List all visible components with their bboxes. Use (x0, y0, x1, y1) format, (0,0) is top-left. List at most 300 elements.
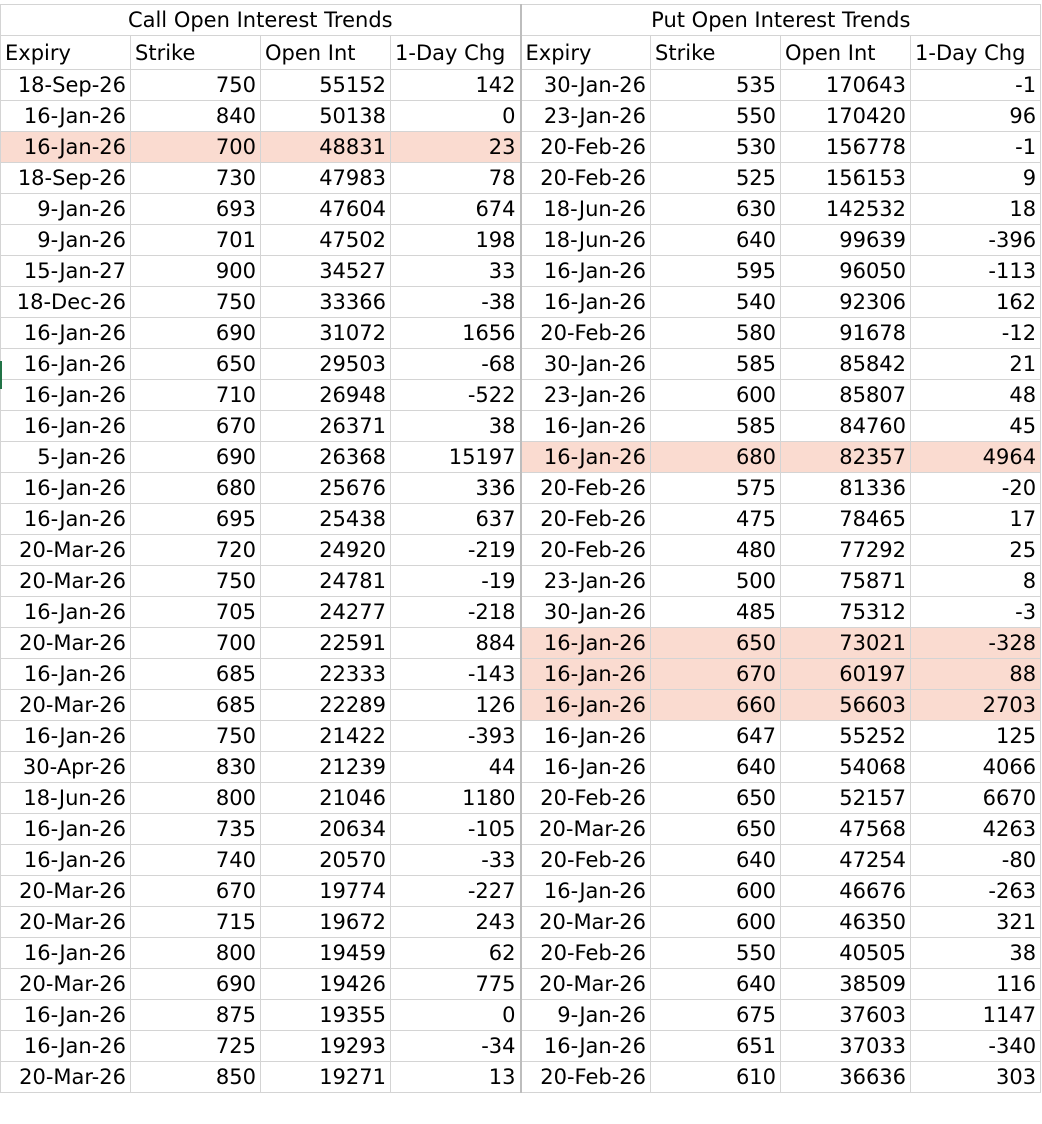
call-cell-1-day-chg[interactable]: 637 (391, 504, 521, 535)
call-cell-expiry[interactable]: 16-Jan-26 (1, 473, 131, 504)
call-cell-strike[interactable]: 701 (131, 225, 261, 256)
call-cell-strike[interactable]: 670 (131, 876, 261, 907)
call-cell-open-int[interactable]: 26948 (261, 380, 391, 411)
put-cell-strike[interactable]: 580 (651, 318, 781, 349)
table-row (1, 721, 1041, 752)
call-cell-expiry[interactable]: 16-Jan-26 (1, 659, 131, 690)
table-row (1, 380, 1041, 411)
put-cell-1-day-chg[interactable]: 88 (911, 659, 1041, 690)
put-cell-open-int[interactable]: 156778 (781, 132, 911, 163)
call-cell-expiry[interactable]: 16-Jan-26 (1, 1000, 131, 1031)
put-cell-open-int[interactable]: 170420 (781, 101, 911, 132)
call-cell-strike[interactable]: 830 (131, 752, 261, 783)
call-cell-strike[interactable]: 720 (131, 535, 261, 566)
call-cell-1-day-chg[interactable]: 15197 (391, 442, 521, 473)
put-cell-open-int[interactable]: 91678 (781, 318, 911, 349)
put-cell-open-int[interactable]: 75312 (781, 597, 911, 628)
put-cell-1-day-chg[interactable]: -1 (911, 70, 1041, 101)
call-cell-open-int[interactable]: 24781 (261, 566, 391, 597)
put-cell-strike[interactable]: 600 (651, 907, 781, 938)
table-row (1, 132, 1041, 163)
put-cell-strike[interactable]: 660 (651, 690, 781, 721)
put-cell-expiry[interactable]: 30-Jan-26 (521, 349, 651, 380)
put-cell-strike[interactable]: 475 (651, 504, 781, 535)
put-cell-open-int[interactable]: 55252 (781, 721, 911, 752)
call-cell-strike[interactable]: 690 (131, 969, 261, 1000)
call-cell-open-int[interactable]: 20570 (261, 845, 391, 876)
put-cell-1-day-chg[interactable]: -3 (911, 597, 1041, 628)
call-cell-open-int[interactable]: 22289 (261, 690, 391, 721)
put-cell-strike[interactable]: 640 (651, 225, 781, 256)
put-cell-open-int[interactable]: 156153 (781, 163, 911, 194)
call-cell-strike[interactable]: 705 (131, 597, 261, 628)
call-cell-strike[interactable]: 690 (131, 442, 261, 473)
call-cell-open-int[interactable]: 26368 (261, 442, 391, 473)
put-header-1-day-chg[interactable]: 1-Day Chg (911, 36, 1041, 70)
put-cell-strike[interactable]: 675 (651, 1000, 781, 1031)
put-cell-expiry[interactable]: 16-Jan-26 (521, 876, 651, 907)
table-row (1, 1031, 1041, 1062)
call-cell-expiry[interactable]: 30-Apr-26 (1, 752, 131, 783)
put-cell-expiry[interactable]: 20-Mar-26 (521, 969, 651, 1000)
call-header-open-int[interactable]: Open Int (261, 36, 391, 70)
call-cell-1-day-chg[interactable]: -219 (391, 535, 521, 566)
call-cell-strike[interactable]: 670 (131, 411, 261, 442)
put-cell-expiry[interactable]: 9-Jan-26 (521, 1000, 651, 1031)
table-row (1, 783, 1041, 814)
call-cell-1-day-chg[interactable]: -68 (391, 349, 521, 380)
put-cell-expiry[interactable]: 20-Mar-26 (521, 814, 651, 845)
table-row (1, 287, 1041, 318)
put-cell-open-int[interactable]: 46350 (781, 907, 911, 938)
put-cell-expiry[interactable]: 20-Feb-26 (521, 473, 651, 504)
put-cell-1-day-chg[interactable]: 17 (911, 504, 1041, 535)
put-cell-expiry[interactable]: 20-Feb-26 (521, 535, 651, 566)
call-cell-open-int[interactable]: 47502 (261, 225, 391, 256)
put-cell-expiry[interactable]: 16-Jan-26 (521, 721, 651, 752)
section-title-row (1, 5, 1041, 36)
call-cell-expiry[interactable]: 18-Sep-26 (1, 163, 131, 194)
call-cell-open-int[interactable]: 19774 (261, 876, 391, 907)
call-cell-open-int[interactable]: 20634 (261, 814, 391, 845)
call-cell-open-int[interactable]: 24277 (261, 597, 391, 628)
put-cell-1-day-chg[interactable]: -263 (911, 876, 1041, 907)
put-cell-expiry[interactable]: 16-Jan-26 (521, 256, 651, 287)
put-cell-open-int[interactable]: 77292 (781, 535, 911, 566)
call-cell-1-day-chg[interactable]: 13 (391, 1062, 521, 1093)
call-cell-expiry[interactable]: 20-Mar-26 (1, 907, 131, 938)
call-cell-expiry[interactable]: 16-Jan-26 (1, 721, 131, 752)
table-row (1, 690, 1041, 721)
call-cell-strike[interactable]: 750 (131, 70, 261, 101)
put-cell-strike[interactable]: 650 (651, 628, 781, 659)
call-cell-1-day-chg[interactable]: 33 (391, 256, 521, 287)
put-cell-expiry[interactable]: 23-Jan-26 (521, 101, 651, 132)
call-cell-expiry[interactable]: 20-Mar-26 (1, 535, 131, 566)
put-cell-open-int[interactable]: 96050 (781, 256, 911, 287)
call-cell-open-int[interactable]: 22591 (261, 628, 391, 659)
call-cell-1-day-chg[interactable]: 243 (391, 907, 521, 938)
call-cell-open-int[interactable]: 19355 (261, 1000, 391, 1031)
put-cell-1-day-chg[interactable]: -12 (911, 318, 1041, 349)
table-row (1, 535, 1041, 566)
call-cell-1-day-chg[interactable]: -218 (391, 597, 521, 628)
put-cell-1-day-chg[interactable]: 4066 (911, 752, 1041, 783)
put-cell-1-day-chg[interactable]: -328 (911, 628, 1041, 659)
put-cell-open-int[interactable]: 38509 (781, 969, 911, 1000)
call-cell-1-day-chg[interactable]: 44 (391, 752, 521, 783)
put-cell-expiry[interactable]: 20-Feb-26 (521, 163, 651, 194)
call-cell-strike[interactable]: 850 (131, 1062, 261, 1093)
call-cell-1-day-chg[interactable]: 78 (391, 163, 521, 194)
put-cell-strike[interactable]: 640 (651, 969, 781, 1000)
call-cell-1-day-chg[interactable]: -19 (391, 566, 521, 597)
put-cell-expiry[interactable]: 20-Feb-26 (521, 318, 651, 349)
put-cell-expiry[interactable]: 20-Feb-26 (521, 132, 651, 163)
table-row (1, 225, 1041, 256)
table-row (1, 442, 1041, 473)
put-cell-1-day-chg[interactable]: 4964 (911, 442, 1041, 473)
put-cell-1-day-chg[interactable]: 21 (911, 349, 1041, 380)
call-cell-1-day-chg[interactable]: 336 (391, 473, 521, 504)
put-cell-strike[interactable]: 650 (651, 814, 781, 845)
put-cell-1-day-chg[interactable]: 45 (911, 411, 1041, 442)
put-cell-1-day-chg[interactable]: -20 (911, 473, 1041, 504)
call-cell-expiry[interactable]: 20-Mar-26 (1, 1062, 131, 1093)
call-cell-expiry[interactable]: 16-Jan-26 (1, 380, 131, 411)
call-cell-expiry[interactable]: 16-Jan-26 (1, 1031, 131, 1062)
put-cell-1-day-chg[interactable]: 125 (911, 721, 1041, 752)
put-cell-expiry[interactable]: 23-Jan-26 (521, 380, 651, 411)
table-row (1, 628, 1041, 659)
put-cell-strike[interactable]: 600 (651, 380, 781, 411)
put-cell-expiry[interactable]: 16-Jan-26 (521, 752, 651, 783)
call-cell-1-day-chg[interactable]: 884 (391, 628, 521, 659)
put-cell-strike[interactable]: 485 (651, 597, 781, 628)
call-cell-expiry[interactable]: 16-Jan-26 (1, 411, 131, 442)
call-cell-open-int[interactable]: 21239 (261, 752, 391, 783)
call-cell-1-day-chg[interactable]: 1656 (391, 318, 521, 349)
put-cell-open-int[interactable]: 46676 (781, 876, 911, 907)
call-cell-open-int[interactable]: 25676 (261, 473, 391, 504)
put-cell-strike[interactable]: 575 (651, 473, 781, 504)
put-cell-open-int[interactable]: 47254 (781, 845, 911, 876)
put-cell-open-int[interactable]: 82357 (781, 442, 911, 473)
call-cell-open-int[interactable]: 22333 (261, 659, 391, 690)
call-cell-open-int[interactable]: 31072 (261, 318, 391, 349)
put-cell-strike[interactable]: 500 (651, 566, 781, 597)
call-cell-open-int[interactable]: 26371 (261, 411, 391, 442)
table-row (1, 70, 1041, 101)
put-cell-open-int[interactable]: 37603 (781, 1000, 911, 1031)
put-cell-open-int[interactable]: 84760 (781, 411, 911, 442)
put-cell-1-day-chg[interactable]: 303 (911, 1062, 1041, 1093)
call-cell-1-day-chg[interactable]: -143 (391, 659, 521, 690)
put-cell-strike[interactable]: 650 (651, 783, 781, 814)
put-cell-open-int[interactable]: 85807 (781, 380, 911, 411)
put-cell-expiry[interactable]: 18-Jun-26 (521, 194, 651, 225)
table-row (1, 969, 1041, 1000)
call-cell-1-day-chg[interactable]: -522 (391, 380, 521, 411)
put-cell-1-day-chg[interactable]: 96 (911, 101, 1041, 132)
call-cell-expiry[interactable]: 16-Jan-26 (1, 349, 131, 380)
call-cell-open-int[interactable]: 33366 (261, 287, 391, 318)
put-header-open-int[interactable]: Open Int (781, 36, 911, 70)
put-cell-1-day-chg[interactable]: -340 (911, 1031, 1041, 1062)
call-cell-expiry[interactable]: 5-Jan-26 (1, 442, 131, 473)
call-cell-strike[interactable]: 800 (131, 938, 261, 969)
put-cell-open-int[interactable]: 92306 (781, 287, 911, 318)
call-cell-open-int[interactable]: 47604 (261, 194, 391, 225)
call-cell-open-int[interactable]: 47983 (261, 163, 391, 194)
call-cell-expiry[interactable]: 16-Jan-26 (1, 845, 131, 876)
put-cell-expiry[interactable]: 30-Jan-26 (521, 597, 651, 628)
put-cell-strike[interactable]: 680 (651, 442, 781, 473)
put-cell-open-int[interactable]: 37033 (781, 1031, 911, 1062)
put-cell-open-int[interactable]: 60197 (781, 659, 911, 690)
put-cell-strike[interactable]: 640 (651, 845, 781, 876)
table-row (1, 907, 1041, 938)
call-cell-strike[interactable]: 685 (131, 659, 261, 690)
put-cell-open-int[interactable]: 56603 (781, 690, 911, 721)
call-header-1-day-chg[interactable]: 1-Day Chg (391, 36, 521, 70)
put-cell-1-day-chg[interactable]: 9 (911, 163, 1041, 194)
call-cell-expiry[interactable]: 20-Mar-26 (1, 690, 131, 721)
call-cell-1-day-chg[interactable]: 674 (391, 194, 521, 225)
call-header-strike[interactable]: Strike (131, 36, 261, 70)
call-section-title[interactable]: Call Open Interest Trends (1, 5, 521, 36)
put-cell-expiry[interactable]: 16-Jan-26 (521, 411, 651, 442)
table-body (1, 70, 1041, 1093)
put-cell-1-day-chg[interactable]: 8 (911, 566, 1041, 597)
put-cell-open-int[interactable]: 47568 (781, 814, 911, 845)
call-cell-expiry[interactable]: 16-Jan-26 (1, 504, 131, 535)
put-cell-strike[interactable]: 550 (651, 101, 781, 132)
call-cell-strike[interactable]: 650 (131, 349, 261, 380)
call-cell-expiry[interactable]: 18-Dec-26 (1, 287, 131, 318)
put-cell-1-day-chg[interactable]: 38 (911, 938, 1041, 969)
call-cell-open-int[interactable]: 50138 (261, 101, 391, 132)
put-cell-open-int[interactable]: 142532 (781, 194, 911, 225)
call-cell-1-day-chg[interactable]: 198 (391, 225, 521, 256)
call-cell-1-day-chg[interactable]: 23 (391, 132, 521, 163)
call-cell-open-int[interactable]: 21422 (261, 721, 391, 752)
call-cell-1-day-chg[interactable]: -227 (391, 876, 521, 907)
table-row (1, 101, 1041, 132)
call-cell-open-int[interactable]: 48831 (261, 132, 391, 163)
put-cell-1-day-chg[interactable]: 321 (911, 907, 1041, 938)
call-cell-strike[interactable]: 710 (131, 380, 261, 411)
put-cell-open-int[interactable]: 52157 (781, 783, 911, 814)
call-cell-open-int[interactable]: 29503 (261, 349, 391, 380)
call-cell-1-day-chg[interactable]: 1180 (391, 783, 521, 814)
call-cell-expiry[interactable]: 9-Jan-26 (1, 225, 131, 256)
put-cell-1-day-chg[interactable]: 25 (911, 535, 1041, 566)
call-cell-open-int[interactable]: 19459 (261, 938, 391, 969)
call-cell-strike[interactable]: 750 (131, 287, 261, 318)
table-row (1, 318, 1041, 349)
call-cell-strike[interactable]: 750 (131, 721, 261, 752)
put-cell-1-day-chg[interactable]: -1 (911, 132, 1041, 163)
call-cell-expiry[interactable]: 20-Mar-26 (1, 566, 131, 597)
put-cell-open-int[interactable]: 54068 (781, 752, 911, 783)
table-row (1, 349, 1041, 380)
call-cell-1-day-chg[interactable]: -393 (391, 721, 521, 752)
put-cell-expiry[interactable]: 20-Feb-26 (521, 783, 651, 814)
call-cell-expiry[interactable]: 20-Mar-26 (1, 628, 131, 659)
call-cell-expiry[interactable]: 18-Jun-26 (1, 783, 131, 814)
put-cell-1-day-chg[interactable]: 116 (911, 969, 1041, 1000)
put-cell-strike[interactable]: 480 (651, 535, 781, 566)
put-cell-1-day-chg[interactable]: 6670 (911, 783, 1041, 814)
call-cell-expiry[interactable]: 16-Jan-26 (1, 814, 131, 845)
call-cell-strike[interactable]: 715 (131, 907, 261, 938)
put-cell-open-int[interactable]: 170643 (781, 70, 911, 101)
call-cell-strike[interactable]: 800 (131, 783, 261, 814)
call-cell-strike[interactable]: 725 (131, 1031, 261, 1062)
put-cell-strike[interactable]: 630 (651, 194, 781, 225)
call-cell-strike[interactable]: 700 (131, 628, 261, 659)
call-cell-1-day-chg[interactable]: 0 (391, 1000, 521, 1031)
put-cell-expiry[interactable]: 16-Jan-26 (521, 442, 651, 473)
put-cell-expiry[interactable]: 18-Jun-26 (521, 225, 651, 256)
call-cell-expiry[interactable]: 15-Jan-27 (1, 256, 131, 287)
put-cell-1-day-chg[interactable]: 1147 (911, 1000, 1041, 1031)
put-header-strike[interactable]: Strike (651, 36, 781, 70)
table-row (1, 845, 1041, 876)
call-cell-strike[interactable]: 875 (131, 1000, 261, 1031)
call-cell-strike[interactable]: 680 (131, 473, 261, 504)
call-cell-1-day-chg[interactable]: 0 (391, 101, 521, 132)
table-row (1, 752, 1041, 783)
call-cell-expiry[interactable]: 16-Jan-26 (1, 318, 131, 349)
call-cell-strike[interactable]: 695 (131, 504, 261, 535)
call-cell-1-day-chg[interactable]: -105 (391, 814, 521, 845)
put-cell-expiry[interactable]: 20-Feb-26 (521, 845, 651, 876)
table-row (1, 876, 1041, 907)
put-cell-1-day-chg[interactable]: 162 (911, 287, 1041, 318)
put-cell-open-int[interactable]: 78465 (781, 504, 911, 535)
put-cell-strike[interactable]: 651 (651, 1031, 781, 1062)
put-section-title[interactable]: Put Open Interest Trends (521, 5, 1041, 36)
put-cell-strike[interactable]: 530 (651, 132, 781, 163)
put-cell-strike[interactable]: 535 (651, 70, 781, 101)
put-cell-open-int[interactable]: 99639 (781, 225, 911, 256)
put-cell-strike[interactable]: 640 (651, 752, 781, 783)
put-cell-strike[interactable]: 595 (651, 256, 781, 287)
put-cell-strike[interactable]: 585 (651, 349, 781, 380)
put-cell-1-day-chg[interactable]: -396 (911, 225, 1041, 256)
put-cell-strike[interactable]: 610 (651, 1062, 781, 1093)
call-cell-1-day-chg[interactable]: 62 (391, 938, 521, 969)
put-cell-expiry[interactable]: 16-Jan-26 (521, 1031, 651, 1062)
put-cell-expiry[interactable]: 20-Feb-26 (521, 938, 651, 969)
call-cell-open-int[interactable]: 19672 (261, 907, 391, 938)
call-cell-open-int[interactable]: 24920 (261, 535, 391, 566)
call-cell-1-day-chg[interactable]: 775 (391, 969, 521, 1000)
put-cell-open-int[interactable]: 40505 (781, 938, 911, 969)
put-cell-strike[interactable]: 647 (651, 721, 781, 752)
call-cell-expiry[interactable]: 9-Jan-26 (1, 194, 131, 225)
put-cell-expiry[interactable]: 16-Jan-26 (521, 659, 651, 690)
call-cell-expiry[interactable]: 20-Mar-26 (1, 876, 131, 907)
put-cell-expiry[interactable]: 16-Jan-26 (521, 287, 651, 318)
call-header-expiry[interactable]: Expiry (1, 36, 131, 70)
call-cell-open-int[interactable]: 19271 (261, 1062, 391, 1093)
put-cell-strike[interactable]: 540 (651, 287, 781, 318)
put-cell-1-day-chg[interactable]: 4263 (911, 814, 1041, 845)
call-cell-strike[interactable]: 690 (131, 318, 261, 349)
call-cell-open-int[interactable]: 34527 (261, 256, 391, 287)
put-cell-strike[interactable]: 600 (651, 876, 781, 907)
put-cell-1-day-chg[interactable]: -80 (911, 845, 1041, 876)
call-cell-expiry[interactable]: 18-Sep-26 (1, 70, 131, 101)
call-cell-open-int[interactable]: 25438 (261, 504, 391, 535)
call-cell-1-day-chg[interactable]: 126 (391, 690, 521, 721)
put-cell-expiry[interactable]: 20-Mar-26 (521, 907, 651, 938)
put-cell-open-int[interactable]: 36636 (781, 1062, 911, 1093)
call-cell-strike[interactable]: 730 (131, 163, 261, 194)
put-cell-expiry[interactable]: 23-Jan-26 (521, 566, 651, 597)
call-cell-open-int[interactable]: 19426 (261, 969, 391, 1000)
call-cell-strike[interactable]: 693 (131, 194, 261, 225)
put-cell-expiry[interactable]: 20-Feb-26 (521, 1062, 651, 1093)
table-row (1, 256, 1041, 287)
call-cell-open-int[interactable]: 55152 (261, 70, 391, 101)
call-cell-strike[interactable]: 685 (131, 690, 261, 721)
call-cell-strike[interactable]: 700 (131, 132, 261, 163)
open-interest-table (0, 4, 1041, 1093)
put-cell-expiry[interactable]: 16-Jan-26 (521, 628, 651, 659)
table-row (1, 163, 1041, 194)
call-cell-1-day-chg[interactable]: -33 (391, 845, 521, 876)
call-cell-strike[interactable]: 740 (131, 845, 261, 876)
put-cell-open-int[interactable]: 75871 (781, 566, 911, 597)
put-cell-expiry[interactable]: 30-Jan-26 (521, 70, 651, 101)
put-cell-open-int[interactable]: 85842 (781, 349, 911, 380)
call-cell-open-int[interactable]: 21046 (261, 783, 391, 814)
call-cell-expiry[interactable]: 16-Jan-26 (1, 132, 131, 163)
put-cell-expiry[interactable]: 16-Jan-26 (521, 690, 651, 721)
call-cell-1-day-chg[interactable]: -38 (391, 287, 521, 318)
put-cell-strike[interactable]: 585 (651, 411, 781, 442)
call-cell-1-day-chg[interactable]: 142 (391, 70, 521, 101)
put-cell-1-day-chg[interactable]: 18 (911, 194, 1041, 225)
call-cell-strike[interactable]: 750 (131, 566, 261, 597)
call-cell-expiry[interactable]: 16-Jan-26 (1, 938, 131, 969)
call-cell-strike[interactable]: 735 (131, 814, 261, 845)
put-cell-strike[interactable]: 525 (651, 163, 781, 194)
call-cell-strike[interactable]: 900 (131, 256, 261, 287)
table-row (1, 566, 1041, 597)
call-cell-expiry[interactable]: 20-Mar-26 (1, 969, 131, 1000)
call-cell-expiry[interactable]: 16-Jan-26 (1, 597, 131, 628)
put-cell-1-day-chg[interactable]: 48 (911, 380, 1041, 411)
put-cell-1-day-chg[interactable]: -113 (911, 256, 1041, 287)
call-cell-open-int[interactable]: 19293 (261, 1031, 391, 1062)
put-cell-strike[interactable]: 550 (651, 938, 781, 969)
call-cell-strike[interactable]: 840 (131, 101, 261, 132)
put-cell-strike[interactable]: 670 (651, 659, 781, 690)
call-cell-1-day-chg[interactable]: 38 (391, 411, 521, 442)
put-cell-expiry[interactable]: 20-Feb-26 (521, 504, 651, 535)
put-cell-open-int[interactable]: 81336 (781, 473, 911, 504)
put-cell-1-day-chg[interactable]: 2703 (911, 690, 1041, 721)
put-cell-open-int[interactable]: 73021 (781, 628, 911, 659)
call-cell-expiry[interactable]: 16-Jan-26 (1, 101, 131, 132)
call-cell-1-day-chg[interactable]: -34 (391, 1031, 521, 1062)
put-header-expiry[interactable]: Expiry (521, 36, 651, 70)
